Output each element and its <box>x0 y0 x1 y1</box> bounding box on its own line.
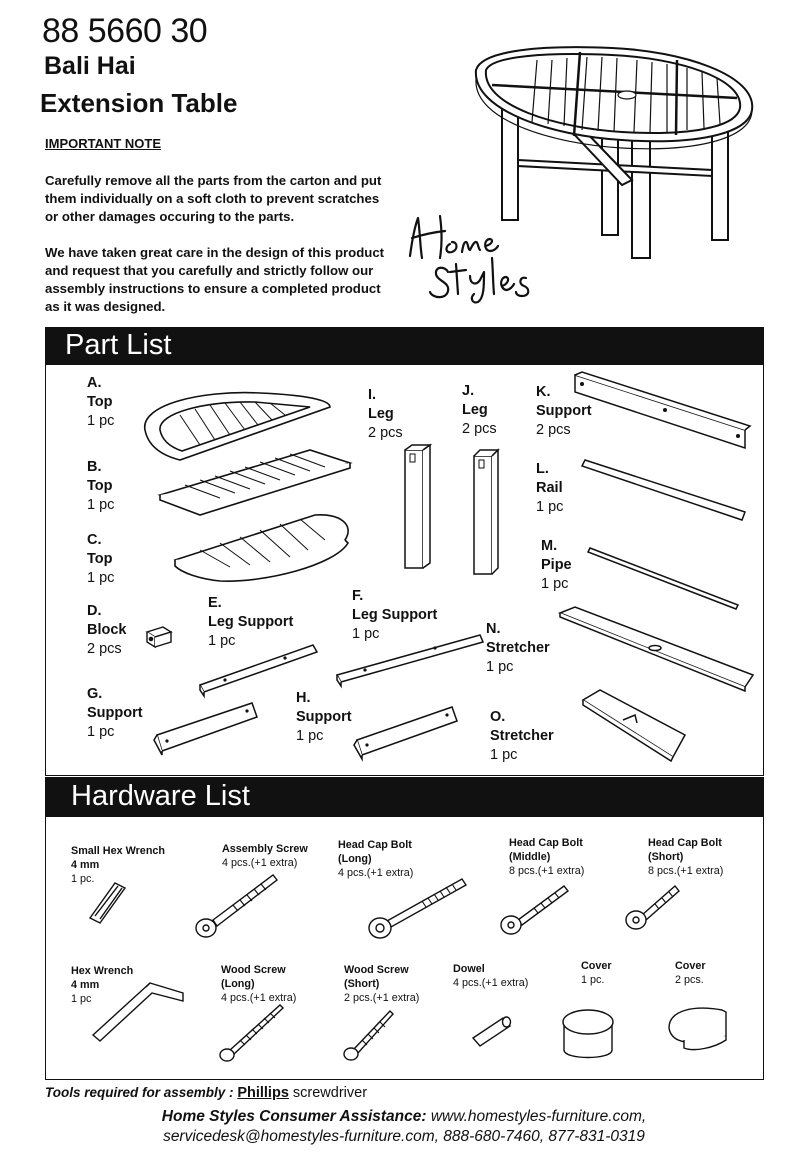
important-note-heading: IMPORTANT NOTE <box>45 136 162 151</box>
part-f: F. Leg Support 1 pc <box>352 588 438 642</box>
part-o: O. Stretcher 1 pc <box>490 709 554 763</box>
support-g-drawing <box>157 703 257 751</box>
part-i: I. Leg 2 pcs <box>368 387 403 441</box>
stretcher-o-drawing <box>583 690 685 757</box>
part-m: M. Pipe 1 pc <box>541 538 572 592</box>
part-e: E. Leg Support 1 pc <box>208 595 294 649</box>
support-k-drawing <box>575 375 745 448</box>
hw-small-hex-wrench: Small Hex Wrench 4 mm 1 pc. <box>71 845 166 885</box>
small-hex-wrench-icon <box>85 878 135 928</box>
hardware-list-banner <box>45 777 764 817</box>
assembly-screw-icon <box>188 870 283 940</box>
leg-support-e-drawing <box>200 645 317 692</box>
hw-hex-wrench: Hex Wrench 4 mm 1 pc <box>71 965 134 1005</box>
tool-name: Phillips <box>237 1085 289 1101</box>
half-cover-icon <box>664 1000 734 1060</box>
hardware-list-title: Hardware List <box>71 780 250 812</box>
top-panels-illustration <box>140 385 360 585</box>
hw-cover-1: Cover 1 pc. <box>581 960 612 986</box>
hw-head-cap-bolt-middle: Head Cap Bolt (Middle) 8 pcs.(+1 extra) <box>509 837 585 877</box>
hex-wrench-icon <box>88 975 188 1045</box>
hw-dowel: Dowel 4 pcs.(+1 extra) <box>453 963 529 989</box>
model-number: 88 5660 30 <box>42 12 208 50</box>
part-l: L. Rail 1 pc <box>536 461 564 515</box>
supports-gh-illustration <box>152 695 472 760</box>
hw-assembly-screw: Assembly Screw 4 pcs.(+1 extra) <box>222 843 308 869</box>
part-h: H. Support 1 pc <box>296 690 352 744</box>
assistance-contact[interactable]: servicedesk@homestyles-furniture.com, 888-680-7460, 877-831-0319 <box>163 1128 645 1145</box>
tools-required: Tools required for assembly : Phillips screwdriver <box>45 1085 368 1101</box>
stretchers-illustration <box>555 605 760 765</box>
leg-support-f-drawing <box>337 635 483 682</box>
part-c: C. Top 1 pc <box>87 532 115 586</box>
pipe-m-drawing <box>588 548 738 609</box>
note-paragraph-2: We have taken great care in the design of this product and request that you carefully and strictly follow our assembly instructions to ensure a completed product as it was designed. <box>45 245 385 314</box>
leg-j-drawing <box>474 456 492 574</box>
leg-i-drawing <box>405 450 423 568</box>
hw-cover-2: Cover 2 pcs. <box>675 960 706 986</box>
legs-illustration <box>400 440 510 580</box>
consumer-assistance: Home Styles Consumer Assistance: www.homestyles-furniture.com, servicedesk@homestyles-furniture.com, 888-680-7460, 877-831-0319 <box>0 1107 808 1147</box>
hw-wood-screw-short: Wood Screw (Short) 2 pcs.(+1 extra) <box>344 964 420 1004</box>
part-n: N. Stretcher 1 pc <box>486 621 550 675</box>
wood-screw-short-icon <box>340 1005 400 1065</box>
part-list-title: Part List <box>65 329 172 361</box>
head-cap-bolt-long-icon <box>362 876 472 941</box>
home-styles-logo <box>400 206 560 306</box>
block-d-drawing <box>145 624 175 650</box>
rails-illustration <box>570 370 760 620</box>
part-b: B. Top 1 pc <box>87 459 115 513</box>
part-k: K. Support 2 pcs <box>536 384 592 438</box>
hw-head-cap-bolt-short: Head Cap Bolt (Short) 8 pcs.(+1 extra) <box>648 837 724 877</box>
leg-supports-illustration <box>195 630 485 700</box>
part-g: G. Support 1 pc <box>87 686 143 740</box>
part-j: J. Leg 2 pcs <box>462 383 497 437</box>
round-cover-icon <box>556 1000 621 1065</box>
head-cap-bolt-middle-icon <box>496 880 571 940</box>
hw-wood-screw-long: Wood Screw (Long) 4 pcs.(+1 extra) <box>221 964 297 1004</box>
part-list-banner <box>45 327 764 365</box>
assistance-url[interactable]: www.homestyles-furniture.com, <box>426 1108 647 1125</box>
note-paragraph-1: Carefully remove all the parts from the carton and put them individually on a soft cloth to prevent scratches or other damages occuring to the parts. <box>45 173 382 224</box>
part-a: A. Top 1 pc <box>87 375 115 429</box>
dowel-icon <box>468 1010 518 1050</box>
part-d: D. Block 2 pcs <box>87 603 127 657</box>
hw-head-cap-bolt-long: Head Cap Bolt (Long) 4 pcs.(+1 extra) <box>338 839 414 879</box>
head-cap-bolt-short-icon <box>620 880 685 940</box>
wood-screw-long-icon <box>215 1000 290 1065</box>
product-name-line1: Bali Hai <box>44 52 136 80</box>
rail-l-drawing <box>582 460 745 520</box>
support-h-drawing <box>357 707 457 755</box>
product-name-line2: Extension Table <box>40 88 238 118</box>
